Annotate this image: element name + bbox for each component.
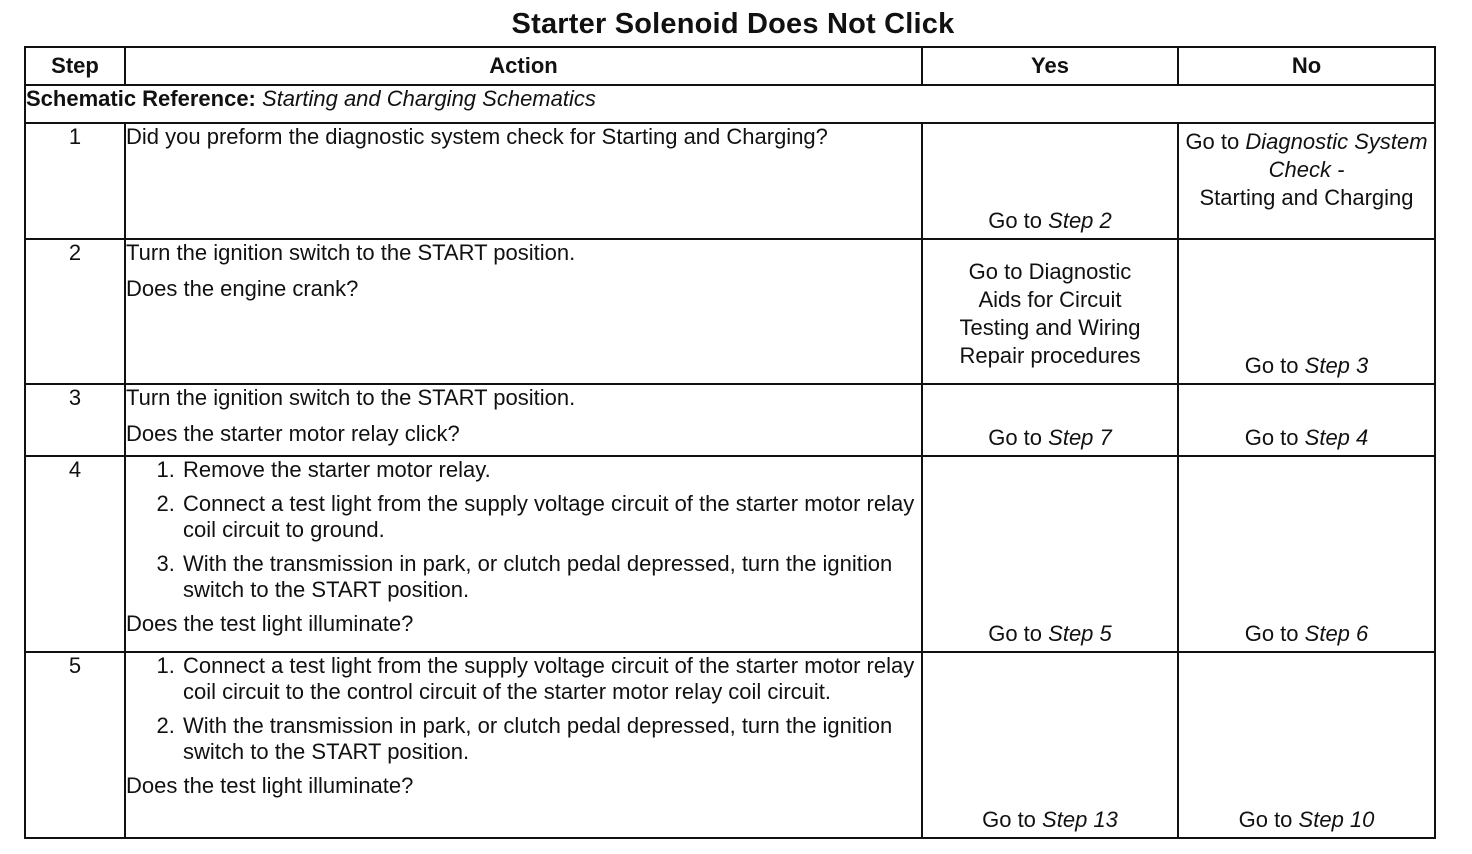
goto-target: Step 7 (1048, 425, 1112, 450)
step-number: 1 (25, 123, 125, 239)
no-goto[interactable] (1179, 353, 1434, 379)
yes-cell (922, 456, 1178, 652)
yes-cell (922, 239, 1178, 384)
header-action: Action (125, 47, 922, 85)
goto-target: Step 10 (1298, 807, 1375, 832)
list-item: 3. With the transmission in park, or clutch pedal depressed, turn the ignition switch to the START position. (181, 551, 921, 603)
goto-prefix: Go to (988, 208, 1043, 233)
no-goto[interactable] (1179, 425, 1434, 451)
goto-prefix: Go to (1244, 353, 1299, 378)
no-goto[interactable] (1179, 621, 1434, 647)
schematic-reference (25, 85, 1435, 123)
goto-prefix: Go to (982, 807, 1036, 832)
goto-suffix: Starting and Charging (1199, 185, 1414, 210)
yes-cell (922, 652, 1178, 838)
goto-target: Step 5 (1048, 621, 1112, 646)
yes-goto[interactable] (923, 621, 1177, 647)
page-title: Starter Solenoid Does Not Click (511, 8, 955, 40)
no-cell (1178, 652, 1435, 838)
header-step: Step (25, 47, 125, 85)
table-header-row (25, 47, 1435, 85)
action-line: Turn the ignition switch to the START position. (126, 240, 576, 265)
table-row-step-3 (25, 384, 1435, 456)
list-item: 1. Connect a test light from the supply voltage circuit of the starter motor relay coil circuit to the control circuit of the starter motor relay coil circuit. (181, 653, 921, 705)
action-cell (125, 239, 922, 384)
action-list (126, 457, 921, 603)
action-text: Did you preform the diagnostic system check for Starting and Charging? (126, 124, 828, 149)
action-cell (125, 123, 922, 239)
header-no: No (1178, 47, 1435, 85)
goto-target: Step 2 (1048, 208, 1112, 233)
goto-prefix: Go to (988, 621, 1043, 646)
yes-cell (922, 384, 1178, 456)
goto-target: Step 6 (1304, 621, 1369, 646)
action-cell (125, 456, 922, 652)
no-cell (1178, 123, 1435, 239)
action-line: Turn the ignition switch to the START position. (126, 385, 576, 410)
goto-target: Step 4 (1304, 425, 1369, 450)
goto-prefix: Go to (1244, 425, 1299, 450)
no-cell (1178, 239, 1435, 384)
step-number: 2 (25, 239, 125, 384)
yes-goto[interactable]: Go to Diagnostic Aids for Circuit Testing and Wiring Repair procedures (959, 259, 1141, 368)
table-row-step-2 (25, 239, 1435, 384)
table-row-step-5 (25, 652, 1435, 838)
action-question: Does the engine crank? (126, 276, 359, 301)
goto-prefix: Go to (988, 425, 1043, 450)
goto-target: Step 3 (1304, 353, 1369, 378)
goto-prefix: Go to (1238, 807, 1293, 832)
list-item: 2. Connect a test light from the supply voltage circuit of the starter motor relay coil circuit to ground. (181, 491, 921, 543)
list-item: 2. With the transmission in park, or clutch pedal depressed, turn the ignition switch to the START position. (181, 713, 921, 765)
table-row-step-1 (25, 123, 1435, 239)
action-question: Does the test light illuminate? (126, 773, 414, 798)
schematic-reference-link[interactable]: Starting and Charging Schematics (262, 86, 596, 111)
action-list (126, 653, 921, 765)
action-question: Does the test light illuminate? (126, 611, 414, 636)
goto-target: Step 13 (1042, 807, 1118, 832)
yes-goto[interactable] (923, 425, 1177, 451)
goto-prefix: Go to (1185, 129, 1240, 154)
no-cell (1178, 384, 1435, 456)
action-question: Does the starter motor relay click? (126, 421, 460, 446)
yes-goto[interactable] (923, 807, 1177, 833)
table-row-step-4 (25, 456, 1435, 652)
header-yes: Yes (922, 47, 1178, 85)
step-number: 3 (25, 384, 125, 456)
no-goto[interactable] (1179, 807, 1434, 833)
diagnostic-table (24, 46, 1436, 839)
yes-cell (922, 123, 1178, 239)
no-goto[interactable] (1179, 128, 1434, 212)
goto-target: Diagnostic System Check - (1245, 129, 1428, 182)
no-cell (1178, 456, 1435, 652)
action-cell (125, 652, 922, 838)
schematic-reference-row (25, 85, 1435, 123)
yes-goto[interactable] (923, 208, 1177, 234)
schematic-reference-label: Schematic Reference: (26, 86, 256, 111)
step-number: 5 (25, 652, 125, 838)
action-cell (125, 384, 922, 456)
list-item: 1. Remove the starter motor relay. (181, 457, 921, 483)
step-number: 4 (25, 456, 125, 652)
goto-prefix: Go to (1244, 621, 1299, 646)
